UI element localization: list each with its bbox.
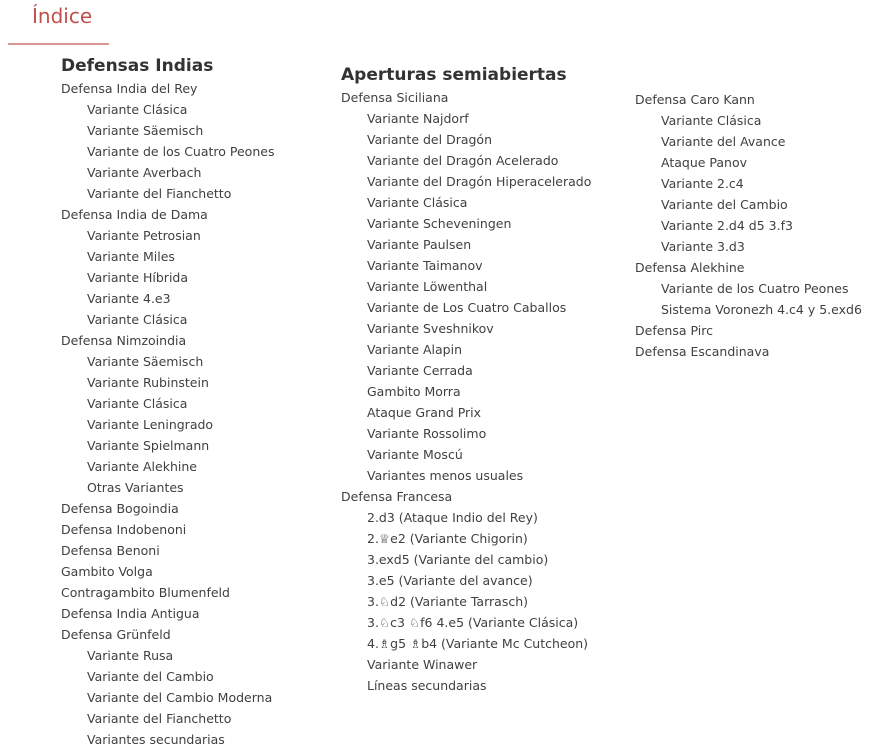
toc-subitem	[61, 288, 274, 309]
toc-subitem	[341, 549, 591, 570]
toc-sublink[interactable]: Sistema Voronezh 4.c4 y 5.exd6	[661, 302, 862, 317]
toc-section	[61, 540, 274, 561]
toc-link[interactable]: Defensa Bogoindia	[61, 501, 179, 516]
toc-link[interactable]: Defensa Indobenoni	[61, 522, 187, 537]
toc-subitem	[341, 150, 591, 171]
toc-sublink[interactable]: Variante Säemisch	[87, 123, 204, 138]
toc-subitem	[61, 456, 274, 477]
toc-section	[61, 204, 274, 330]
toc-section	[341, 87, 591, 486]
toc-link[interactable]: Defensa Alekhine	[635, 260, 745, 275]
toc-list	[61, 78, 274, 750]
column-heading: Defensas Indias	[61, 56, 214, 76]
toc-sublist	[635, 110, 862, 257]
toc-section	[61, 624, 274, 750]
toc-sublink[interactable]: Variante del Cambio	[87, 669, 214, 684]
toc-subitem	[61, 351, 274, 372]
toc-sublist	[635, 278, 862, 320]
toc-subitem	[341, 423, 591, 444]
toc-sublink[interactable]: Variante 2.d4 d5 3.f3	[661, 218, 793, 233]
toc-section	[61, 78, 274, 204]
toc-subitem	[341, 633, 591, 654]
toc-sublink[interactable]: Variante Paulsen	[367, 237, 472, 252]
toc-sublink[interactable]: Variante Löwenthal	[367, 279, 488, 294]
toc-subitem	[341, 318, 591, 339]
toc-subitem	[341, 381, 591, 402]
toc-link[interactable]: Defensa Siciliana	[341, 90, 449, 105]
toc-subitem	[341, 507, 591, 528]
toc-sublink[interactable]: Variante Alapin	[367, 342, 463, 357]
toc-sublink[interactable]: Variante del Cambio Moderna	[87, 690, 273, 705]
toc-subitem	[61, 120, 274, 141]
toc-sublink[interactable]: Variante Híbrida	[87, 270, 189, 285]
toc-sublink[interactable]: Variantes secundarias	[87, 732, 225, 747]
toc-sublink[interactable]: Variante del Dragón Hiperacelerado	[367, 174, 592, 189]
toc-subitem	[61, 141, 274, 162]
toc-subitem	[635, 215, 862, 236]
toc-subitem	[341, 444, 591, 465]
toc-subitem	[61, 183, 274, 204]
toc-sublink[interactable]: Variante Miles	[87, 249, 175, 264]
toc-sublink[interactable]: Variantes menos usuales	[367, 468, 524, 483]
toc-sublink[interactable]: 2.d3 (Ataque Indio del Rey)	[367, 510, 538, 525]
toc-sublist	[61, 351, 274, 498]
toc-sublink[interactable]: Variante Clásica	[661, 113, 762, 128]
toc-link[interactable]: Defensa Pirc	[635, 323, 713, 338]
toc-subitem	[61, 309, 274, 330]
toc-section	[635, 89, 862, 257]
toc-link[interactable]: Contragambito Blumenfeld	[61, 585, 230, 600]
toc-subitem	[61, 372, 274, 393]
toc-subitem	[635, 194, 862, 215]
toc-section	[341, 486, 591, 696]
toc-sublist	[61, 225, 274, 330]
toc-subitem	[635, 236, 862, 257]
toc-section	[61, 519, 274, 540]
toc-sublink[interactable]: Variante Rossolimo	[367, 426, 487, 441]
index-column-semi-open-openings	[341, 63, 591, 696]
column-heading: Aperturas semiabiertas	[341, 65, 567, 85]
toc-sublink[interactable]: Variante de los Cuatro Peones	[87, 144, 275, 159]
toc-link[interactable]: Defensa Escandinava	[635, 344, 770, 359]
toc-sublink[interactable]: Variante Averbach	[87, 165, 202, 180]
toc-subitem	[61, 246, 274, 267]
toc-section	[635, 257, 862, 320]
title-divider	[8, 43, 109, 45]
toc-subitem	[635, 152, 862, 173]
toc-sublink[interactable]: 4.♗g5 ♗b4 (Variante Mc Cutcheon)	[367, 636, 589, 651]
toc-sublink[interactable]: Ataque Panov	[661, 155, 748, 170]
toc-subitem	[341, 213, 591, 234]
toc-sublink[interactable]: Variante del Fianchetto	[87, 186, 232, 201]
toc-subitem	[341, 129, 591, 150]
toc-subitem	[61, 267, 274, 288]
toc-subitem	[61, 666, 274, 687]
toc-sublist	[61, 99, 274, 204]
toc-sublink[interactable]: Variante del Dragón	[367, 132, 492, 147]
toc-subitem	[341, 108, 591, 129]
toc-sublink[interactable]: Variante Alekhine	[87, 459, 197, 474]
toc-link[interactable]: Defensa India del Rey	[61, 81, 198, 96]
toc-sublink[interactable]: Variante del Avance	[661, 134, 786, 149]
toc-sublink[interactable]: Variante Petrosian	[87, 228, 201, 243]
toc-subitem	[341, 297, 591, 318]
toc-sublink[interactable]: Ataque Grand Prix	[367, 405, 482, 420]
toc-section	[635, 341, 862, 362]
toc-section	[61, 603, 274, 624]
toc-sublink[interactable]: 3.exd5 (Variante del cambio)	[367, 552, 549, 567]
toc-link[interactable]: Defensa Caro Kann	[635, 92, 755, 107]
toc-subitem	[341, 591, 591, 612]
toc-sublink[interactable]: Variante Rusa	[87, 648, 174, 663]
toc-sublink[interactable]: Variante Spielmann	[87, 438, 210, 453]
toc-section	[61, 330, 274, 498]
toc-sublist	[61, 645, 274, 750]
toc-subitem	[61, 99, 274, 120]
toc-link[interactable]: Defensa Nimzoindia	[61, 333, 187, 348]
toc-link[interactable]: Gambito Volga	[61, 564, 153, 579]
toc-subitem	[61, 162, 274, 183]
toc-sublink[interactable]: Variante Leningrado	[87, 417, 214, 432]
toc-subitem	[341, 528, 591, 549]
toc-sublist	[341, 507, 591, 696]
toc-list	[635, 89, 862, 362]
toc-subitem	[61, 729, 274, 750]
toc-sublink[interactable]: Variante Clásica	[87, 102, 188, 117]
toc-link[interactable]: Defensa India de Dama	[61, 207, 208, 222]
toc-sublink[interactable]: Variante Najdorf	[367, 111, 469, 126]
toc-link[interactable]: Defensa Francesa	[341, 489, 453, 504]
toc-subitem	[635, 110, 862, 131]
toc-sublink[interactable]: Variante Clásica	[87, 312, 188, 327]
toc-sublink[interactable]: Variante Cerrada	[367, 363, 473, 378]
toc-subitem	[341, 465, 591, 486]
toc-subitem	[61, 645, 274, 666]
toc-link[interactable]: Defensa India Antigua	[61, 606, 200, 621]
toc-sublink[interactable]: Líneas secundarias	[367, 678, 487, 693]
toc-link[interactable]: Defensa Benoni	[61, 543, 160, 558]
toc-subitem	[61, 477, 274, 498]
toc-subitem	[635, 278, 862, 299]
page-title: Índice	[32, 4, 93, 28]
toc-sublink[interactable]: Variante de los Cuatro Peones	[661, 281, 849, 296]
toc-sublink[interactable]: Variante 4.e3	[87, 291, 171, 306]
toc-subitem	[635, 131, 862, 152]
toc-sublink[interactable]: Variante Säemisch	[87, 354, 204, 369]
toc-section	[61, 561, 274, 582]
toc-sublink[interactable]: Otras Variantes	[87, 480, 184, 495]
toc-subitem	[61, 414, 274, 435]
toc-sublink[interactable]: Gambito Morra	[367, 384, 461, 399]
toc-subitem	[341, 402, 591, 423]
toc-subitem	[341, 654, 591, 675]
toc-sublink[interactable]: 3.e5 (Variante del avance)	[367, 573, 533, 588]
toc-subitem	[635, 173, 862, 194]
toc-sublink[interactable]: Variante del Fianchetto	[87, 711, 232, 726]
toc-sublink[interactable]: Variante Clásica	[87, 396, 188, 411]
toc-sublink[interactable]: Variante Taimanov	[367, 258, 483, 273]
toc-sublink[interactable]: 2.♕e2 (Variante Chigorin)	[367, 531, 528, 546]
toc-subitem	[61, 687, 274, 708]
toc-sublink[interactable]: Variante Scheveningen	[367, 216, 512, 231]
toc-subitem	[341, 675, 591, 696]
toc-subitem	[635, 299, 862, 320]
toc-subitem	[341, 612, 591, 633]
toc-section	[61, 498, 274, 519]
toc-sublink[interactable]: Variante del Dragón Acelerado	[367, 153, 559, 168]
toc-link[interactable]: Defensa Grünfeld	[61, 627, 171, 642]
toc-subitem	[341, 339, 591, 360]
toc-subitem	[341, 360, 591, 381]
index-column-indian-defenses	[61, 54, 274, 750]
toc-subitem	[341, 276, 591, 297]
toc-subitem	[341, 255, 591, 276]
toc-sublist	[341, 108, 591, 486]
toc-sublink[interactable]: 3.♘d2 (Variante Tarrasch)	[367, 594, 528, 609]
toc-subitem	[341, 234, 591, 255]
toc-subitem	[61, 225, 274, 246]
toc-section	[635, 320, 862, 341]
index-column-continuation	[635, 89, 862, 362]
toc-sublink[interactable]: Variante 2.c4	[661, 176, 744, 191]
toc-sublink[interactable]: Variante Clásica	[367, 195, 468, 210]
toc-sublink[interactable]: 3.♘c3 ♘f6 4.e5 (Variante Clásica)	[367, 615, 579, 630]
toc-subitem	[341, 570, 591, 591]
toc-sublink[interactable]: Variante 3.d3	[661, 239, 745, 254]
toc-subitem	[61, 393, 274, 414]
toc-subitem	[61, 708, 274, 729]
toc-subitem	[61, 435, 274, 456]
toc-subitem	[341, 171, 591, 192]
toc-section	[61, 582, 274, 603]
toc-sublink[interactable]: Variante de Los Cuatro Caballos	[367, 300, 567, 315]
toc-sublink[interactable]: Variante Sveshnikov	[367, 321, 494, 336]
toc-subitem	[341, 192, 591, 213]
toc-list	[341, 87, 591, 696]
toc-sublink[interactable]: Variante Winawer	[367, 657, 478, 672]
toc-sublink[interactable]: Variante del Cambio	[661, 197, 788, 212]
toc-sublink[interactable]: Variante Moscú	[367, 447, 463, 462]
toc-sublink[interactable]: Variante Rubinstein	[87, 375, 209, 390]
